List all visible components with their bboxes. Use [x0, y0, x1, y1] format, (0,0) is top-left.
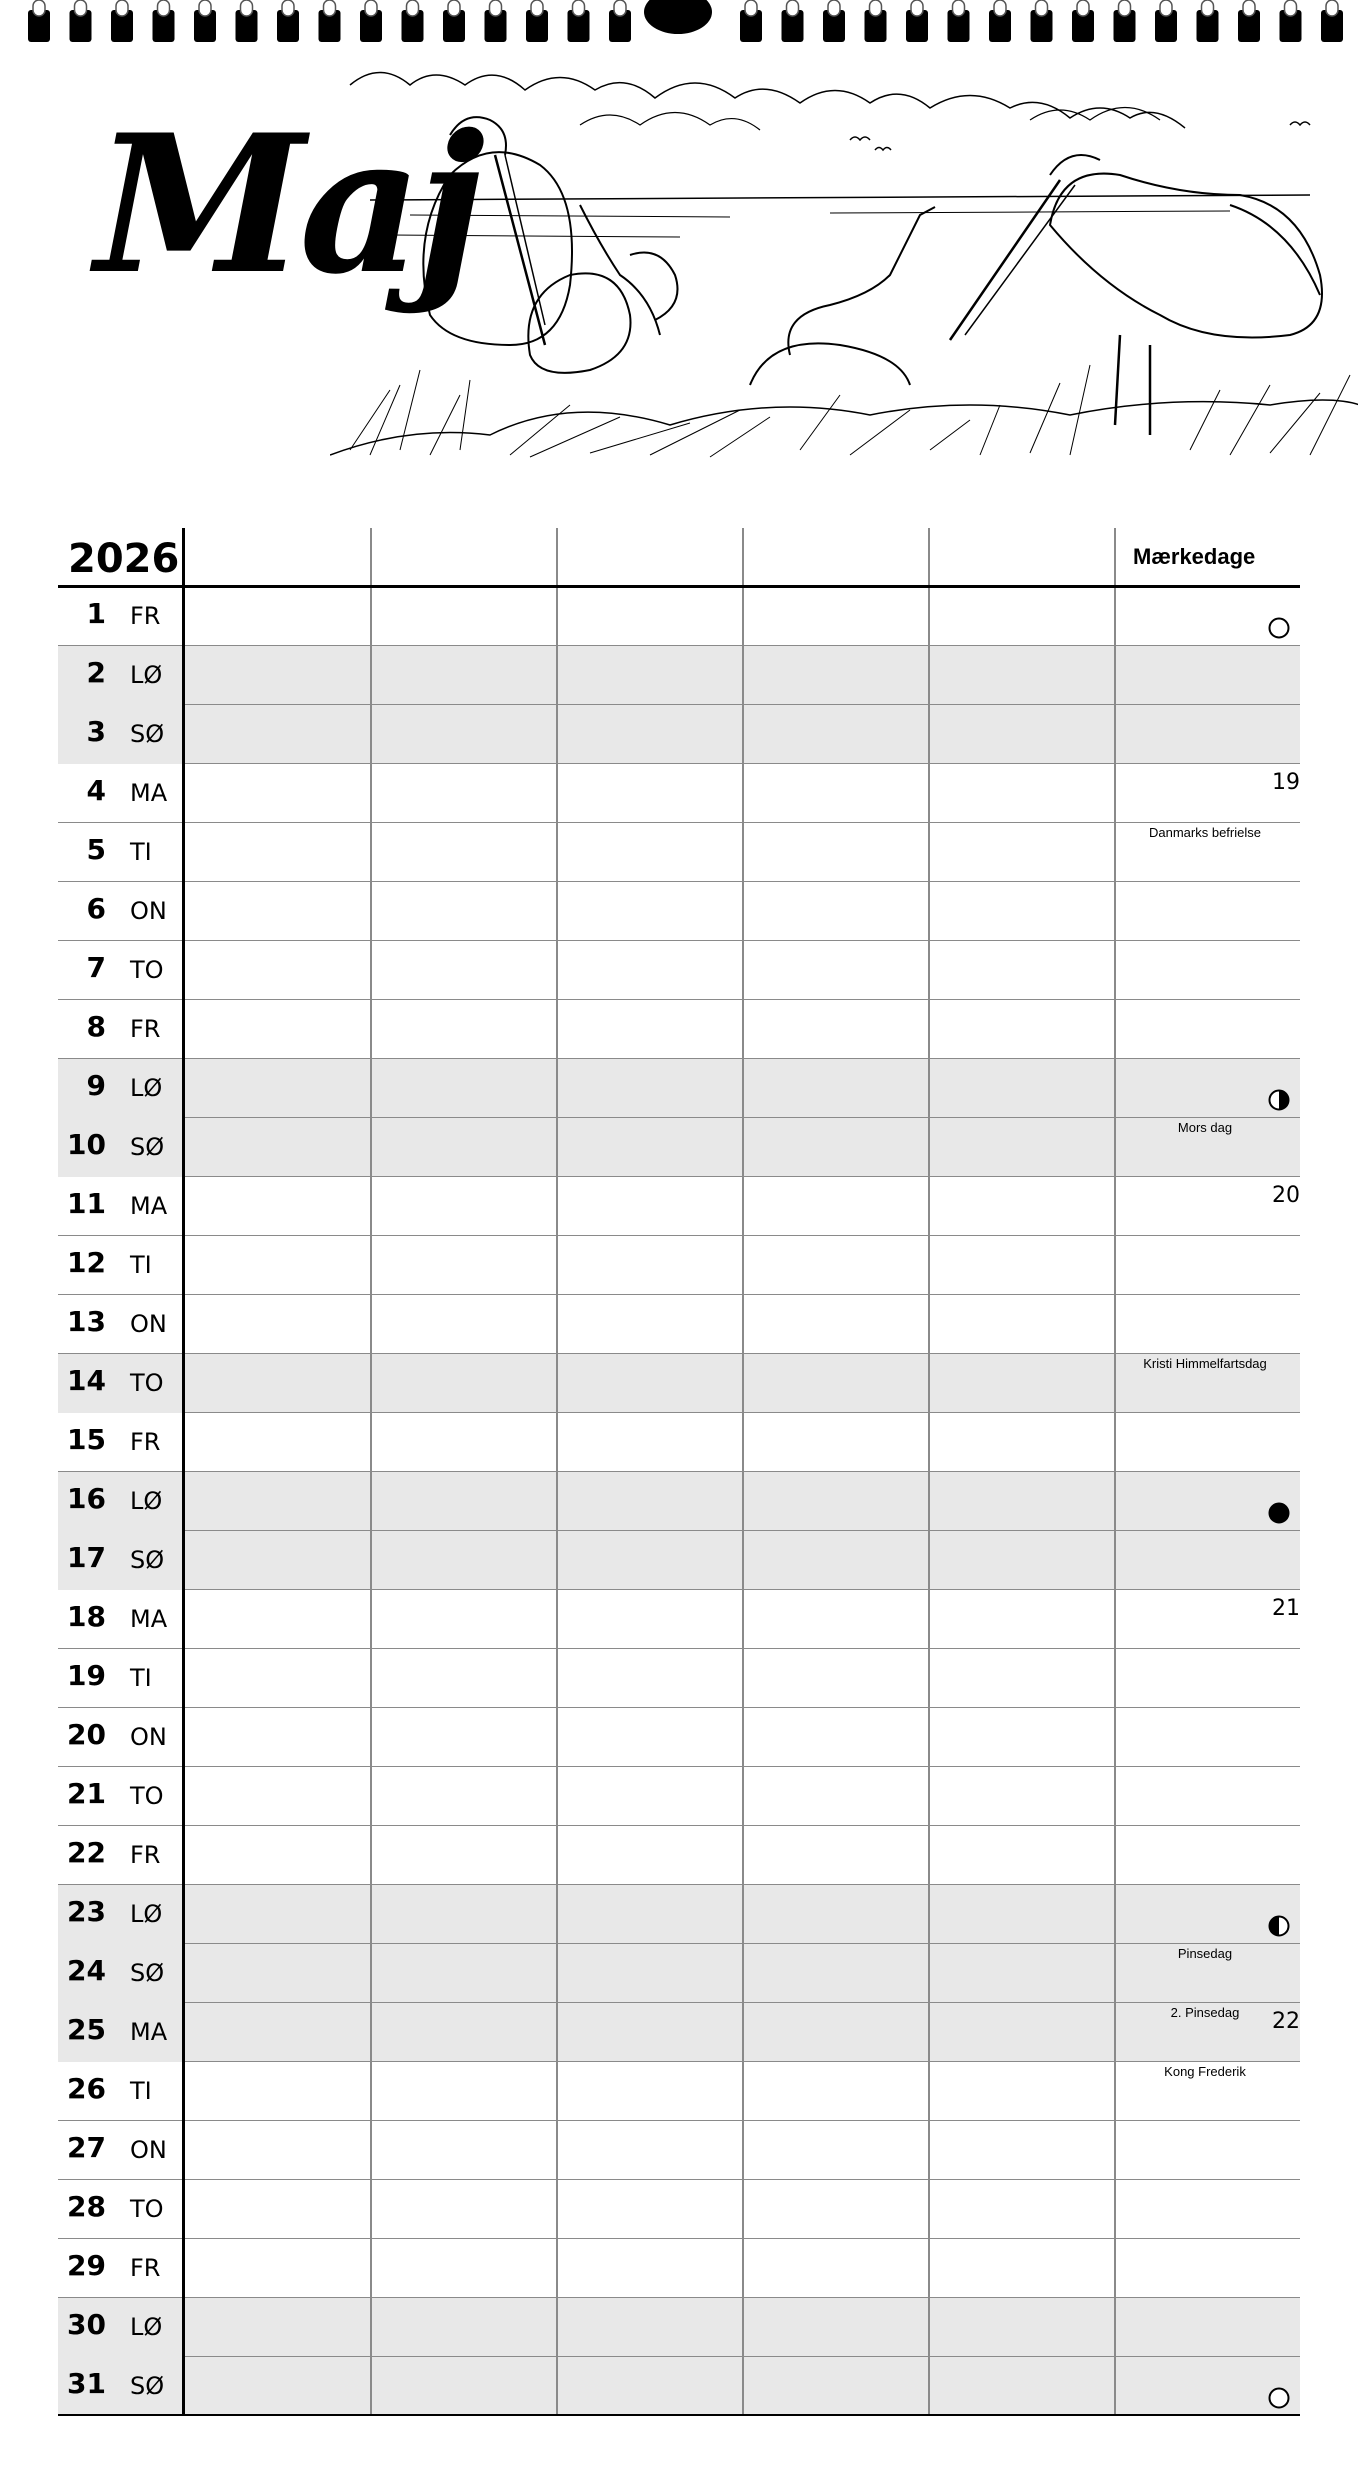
weekday-abbr: TO [130, 1369, 164, 1397]
day-number: 8 [86, 1010, 106, 1043]
day-label-cell [58, 1590, 182, 1649]
binding-ring-loop [33, 0, 45, 16]
day-label-cell [58, 1413, 182, 1472]
binding-ring-loop [1326, 0, 1338, 16]
day-number: 26 [67, 2072, 106, 2105]
weekday-abbr: ON [130, 897, 167, 925]
day-number: 3 [86, 715, 106, 748]
day-label-cell [58, 1000, 182, 1059]
day-number: 20 [67, 1718, 106, 1751]
day-label-cell [58, 646, 182, 705]
day-number: 19 [67, 1659, 106, 1692]
day-label-cell [58, 1826, 182, 1885]
binding-ring-loop [365, 0, 377, 16]
weekday-abbr: SØ [130, 1959, 165, 1987]
month-title: Maj [95, 93, 480, 316]
binding-ring-loop [448, 0, 460, 16]
day-number: 12 [67, 1246, 106, 1279]
day-label-cell [58, 882, 182, 941]
day-label-cell [58, 1885, 182, 1944]
binding-ring-loop [614, 0, 626, 16]
special-day-note: Danmarks befrielse [1149, 825, 1261, 840]
day-number: 4 [86, 774, 106, 807]
day-number: 1 [86, 597, 106, 630]
day-number: 27 [67, 2131, 106, 2164]
day-number: 11 [67, 1187, 106, 1220]
special-days-header: Mærkedage [1133, 544, 1256, 569]
day-label-cell [58, 1059, 182, 1118]
weekday-abbr: FR [130, 2254, 161, 2282]
day-label-cell [58, 1472, 182, 1531]
day-label-cell [58, 823, 182, 882]
day-number: 22 [67, 1836, 106, 1869]
day-number: 15 [67, 1423, 106, 1456]
binding-ring-loop [75, 0, 87, 16]
week-number: 19 [1272, 770, 1300, 795]
day-number: 5 [86, 833, 106, 866]
spiral-binding [0, 0, 1358, 60]
day-label-cell [58, 2121, 182, 2180]
day-number: 14 [67, 1364, 106, 1397]
binding-ring-loop [1036, 0, 1048, 16]
weekday-abbr: ON [130, 1723, 167, 1751]
new-moon-icon [1268, 1502, 1290, 1524]
day-column-divider [182, 528, 185, 2416]
weekday-abbr: TI [130, 2077, 152, 2105]
weekday-abbr: LØ [130, 2313, 163, 2341]
day-number: 23 [67, 1895, 106, 1928]
binding-ring-loop [116, 0, 128, 16]
day-number: 29 [67, 2249, 106, 2282]
binding-ring-loop [1285, 0, 1297, 16]
binding-ring-loop [870, 0, 882, 16]
binding-ring-loop [241, 0, 253, 16]
day-number: 28 [67, 2190, 106, 2223]
day-label-cell [58, 1649, 182, 1708]
week-number: 20 [1272, 1183, 1300, 1208]
day-number: 7 [86, 951, 106, 984]
weekday-abbr: FR [130, 1428, 161, 1456]
binding-ring-loop [407, 0, 419, 16]
day-label-cell [58, 2062, 182, 2121]
weekday-abbr: SØ [130, 2372, 165, 2400]
column-divider [370, 528, 372, 2416]
special-day-note: Pinsedag [1177, 1946, 1233, 1961]
binding-ring-loop [1119, 0, 1131, 16]
weekday-abbr: SØ [130, 720, 165, 748]
column-divider [742, 528, 744, 2416]
weekday-abbr: TI [130, 838, 152, 866]
day-label-cell [58, 764, 182, 823]
special-day-note: Mors dag [1177, 1120, 1233, 1135]
column-divider [1114, 528, 1116, 2416]
week-number: 22 [1272, 2009, 1300, 2034]
weekday-abbr: TO [130, 956, 164, 984]
day-label-cell [58, 1708, 182, 1767]
last-quarter-icon [1268, 1089, 1290, 1111]
column-divider [928, 528, 930, 2416]
binding-ring-loop [199, 0, 211, 16]
weekday-abbr: MA [130, 2018, 168, 2046]
day-number: 9 [86, 1069, 106, 1102]
day-label-cell [58, 1177, 182, 1236]
calendar-bottom-line [58, 2414, 1300, 2416]
weekday-abbr: MA [130, 779, 168, 807]
binding-ring-loop [1243, 0, 1255, 16]
binding-ring-loop [1077, 0, 1089, 16]
weekday-abbr: FR [130, 1015, 161, 1043]
day-number: 18 [67, 1600, 106, 1633]
full-moon-icon [1268, 2387, 1290, 2409]
binding-ring-loop [745, 0, 757, 16]
day-label-cell [58, 587, 182, 646]
day-label-cell [58, 1118, 182, 1177]
day-label-cell [58, 2239, 182, 2298]
binding-ring-loop [490, 0, 502, 16]
binding-ring-loop [282, 0, 294, 16]
weekday-abbr: LØ [130, 1487, 163, 1515]
day-label-cell [58, 1944, 182, 2003]
day-label-cell [58, 1531, 182, 1590]
day-label-cell [58, 2298, 182, 2357]
weekday-abbr: LØ [130, 661, 163, 689]
binding-ring-loop [828, 0, 840, 16]
binding-ring-loop [994, 0, 1006, 16]
weekday-abbr: FR [130, 1841, 161, 1869]
weekday-abbr: TO [130, 2195, 164, 2223]
day-number: 24 [67, 1954, 106, 1987]
special-day-note: Kristi Himmelfartsdag [1143, 1356, 1267, 1371]
day-label-cell [58, 705, 182, 764]
day-number: 13 [67, 1305, 106, 1338]
weekday-abbr: LØ [130, 1900, 163, 1928]
weekday-abbr: LØ [130, 1074, 163, 1102]
day-label-cell [58, 1354, 182, 1413]
day-label-cell [58, 1236, 182, 1295]
binding-ring-loop [1160, 0, 1172, 16]
day-label-cell [58, 2003, 182, 2062]
day-number: 6 [86, 892, 106, 925]
binding-ring-loop [573, 0, 585, 16]
pelican-illustration [330, 55, 1358, 475]
weekday-abbr: MA [130, 1192, 168, 1220]
day-number: 21 [67, 1777, 106, 1810]
weekday-abbr: SØ [130, 1133, 165, 1161]
binding-ring-loop [1202, 0, 1214, 16]
weekday-abbr: FR [130, 602, 161, 630]
day-number: 16 [67, 1482, 106, 1515]
binding-ring-loop [953, 0, 965, 16]
day-number: 31 [67, 2367, 106, 2400]
weekday-abbr: ON [130, 1310, 167, 1338]
day-number: 25 [67, 2013, 106, 2046]
weekday-abbr: ON [130, 2136, 167, 2164]
day-label-cell [58, 2357, 182, 2416]
weekday-abbr: TO [130, 1782, 164, 1810]
day-number: 2 [86, 656, 106, 689]
special-day-note: 2. Pinsedag [1170, 2005, 1240, 2020]
day-label-cell [58, 1767, 182, 1826]
day-number: 17 [67, 1541, 106, 1574]
weekday-abbr: SØ [130, 1546, 165, 1574]
special-day-note: Kong Frederik [1164, 2064, 1246, 2079]
full-moon-icon [1268, 617, 1290, 639]
day-label-cell [58, 941, 182, 1000]
weekday-abbr: MA [130, 1605, 168, 1633]
first-quarter-icon [1268, 1915, 1290, 1937]
column-divider [556, 528, 558, 2416]
week-number: 21 [1272, 1596, 1300, 1621]
header-underline [58, 585, 1300, 588]
binding-ring-loop [787, 0, 799, 16]
day-number: 30 [67, 2308, 106, 2341]
binding-ring-loop [158, 0, 170, 16]
day-label-cell [58, 1295, 182, 1354]
weekday-abbr: TI [130, 1251, 152, 1279]
day-label-cell [58, 2180, 182, 2239]
binding-ring-loop [324, 0, 336, 16]
year-label: 2026 [68, 536, 180, 582]
binding-ring-loop [531, 0, 543, 16]
day-number: 10 [67, 1128, 106, 1161]
weekday-abbr: TI [130, 1664, 152, 1692]
binding-ring-loop [911, 0, 923, 16]
